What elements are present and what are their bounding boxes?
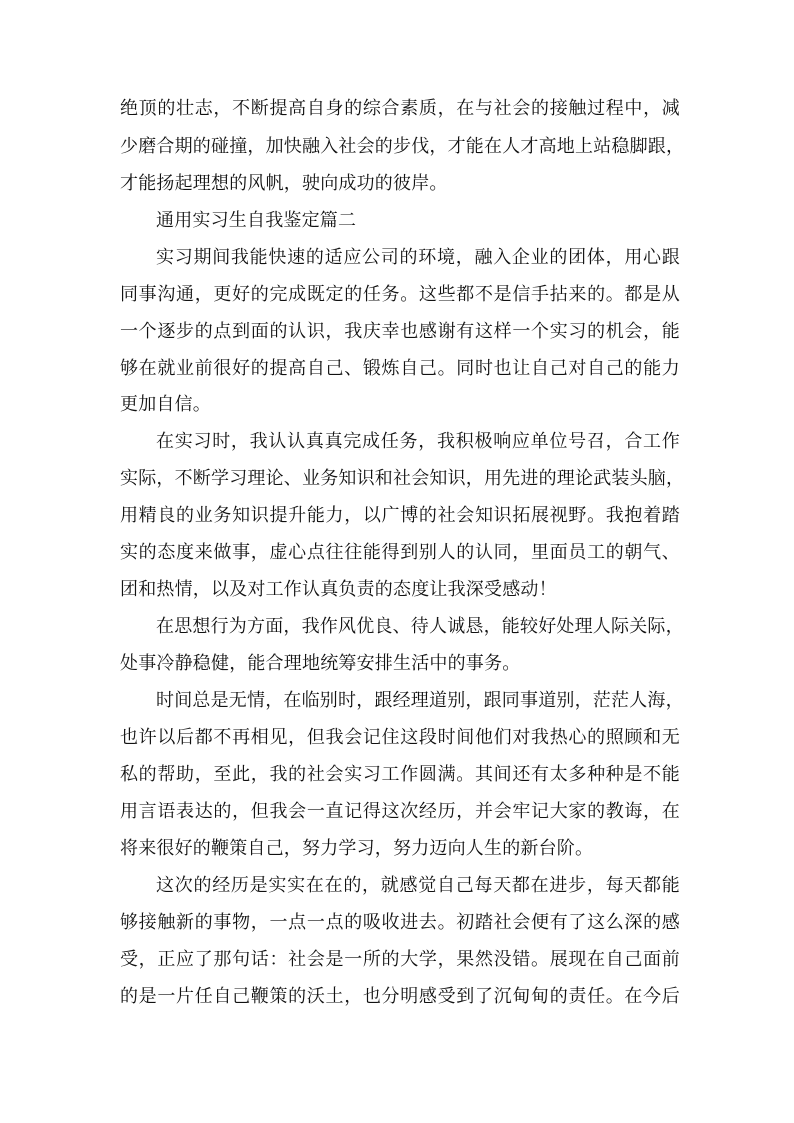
- paragraph-line: 够接触新的事物，一点一点的吸收进去。初踏社会便有了这么深的感: [120, 912, 680, 933]
- paragraph-line: 将来很好的鞭策自己，努力学习，努力迈向人生的新台阶。: [120, 838, 594, 859]
- paragraph-line: 在实习时，我认认真真完成任务，我积极响应单位号召，合工作: [156, 431, 680, 452]
- paragraph-line: 一个逐步的点到面的认识，我庆幸也感谢有这样一个实习的机会，能: [120, 321, 680, 342]
- paragraph-line: 私的帮助，至此，我的社会实习工作圆满。其间还有太多种种是不能: [120, 764, 680, 785]
- paragraph-line: 够在就业前很好的提高自己、锻炼自己。同时也让自己对自己的能力: [120, 358, 680, 379]
- paragraph-line: 在思想行为方面，我作风优良、待人诚恳，能较好处理人际关际，: [156, 616, 684, 637]
- paragraph-line: 绝顶的壮志，不断提高自身的综合素质，在与社会的接触过程中，减: [120, 98, 680, 119]
- paragraph-line: 才能扬起理想的风帆，驶向成功的彼岸。: [120, 173, 448, 194]
- paragraph-line: 同事沟通，更好的完成既定的任务。这些都不是信手拈来的。都是从: [120, 284, 680, 305]
- paragraph-line: 少磨合期的碰撞，加快融入社会的步伐，才能在人才高地上站稳脚跟，: [120, 136, 685, 157]
- paragraph-line: 用精良的业务知识提升能力，以广博的社会知识拓展视野。我抱着踏: [120, 505, 680, 526]
- paragraph-line: 更加自信。: [120, 394, 211, 415]
- paragraph-line: 也许以后都不再相见，但我会记住这段时间他们对我热心的照顾和无: [120, 727, 680, 748]
- paragraph-line: 时间总是无情，在临别时，跟经理道别，跟同事道别，茫茫人海，: [156, 690, 684, 711]
- section-heading: 通用实习生自我鉴定篇二: [156, 210, 357, 231]
- paragraph-line: 受，正应了那句话：社会是一所的大学，果然没错。展现在自己面前: [120, 949, 680, 970]
- paragraph-line: 的是一片任自己鞭策的沃土，也分明感受到了沉甸甸的责任。在今后: [120, 986, 680, 1007]
- paragraph-line: 用言语表达的，但我会一直记得这次经历，并会牢记大家的教诲，在: [120, 801, 680, 822]
- paragraph-line: 实际，不断学习理论、业务知识和社会知识，用先进的理论武装头脑，: [120, 468, 685, 489]
- paragraph-line: 这次的经历是实实在在的，就感觉自己每天都在进步，每天都能: [156, 875, 680, 896]
- paragraph-line: 团和热情，以及对工作认真负责的态度让我深受感动！: [120, 579, 557, 600]
- paragraph-line: 实的态度来做事，虚心点往往能得到别人的认同，里面员工的朝气、: [120, 542, 680, 563]
- paragraph-line: 处事冷静稳健，能合理地统筹安排生活中的事务。: [120, 653, 521, 674]
- paragraph-line: 实习期间我能快速的适应公司的环境，融入企业的团体，用心跟: [156, 247, 680, 268]
